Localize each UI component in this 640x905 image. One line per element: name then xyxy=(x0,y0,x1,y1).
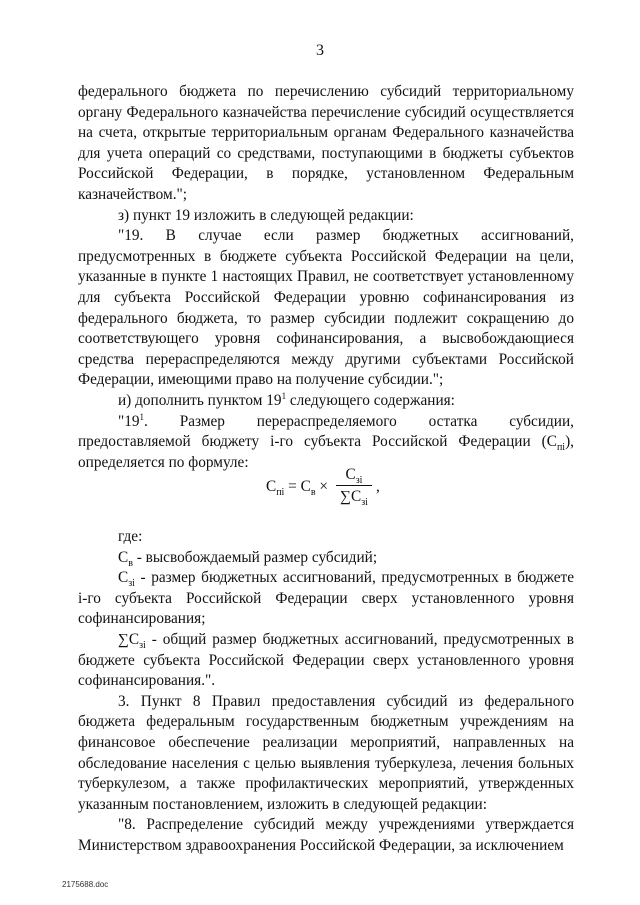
formula-fraction xyxy=(334,465,374,509)
footer-filename: 2175688.doc xyxy=(62,880,109,889)
paragraph-19-1-sup: 1 xyxy=(139,411,145,422)
paragraph-19-1-text: . Размер перераспределяемого остатка субсидии, предоставляемой бюджету i-го субъекта Российской Федерации (С xyxy=(78,412,574,451)
paragraph-z: з) пункт 19 изложить в следующей редакции: xyxy=(118,206,414,224)
formula-numerator: $С_{зi}$ xyxy=(345,466,363,487)
formula-comma: , xyxy=(376,478,380,495)
paragraph-i-sup: 1 xyxy=(281,390,287,401)
paragraph-3: 3. Пункт 8 Правил предоставления субсидий из федерального бюджета федеральным государственным бюджетным учреждениям на финансовое обеспечение реализации мероприятий, направленных на обследование населения с целью выявления туберкулеза, лечения больных туберкулезом, а также профилактических мероприятий, утвержденных указанным постановлением, изложить в следующей редакции: xyxy=(78,692,574,813)
page-number: 3 xyxy=(316,42,324,59)
formula-lhs: $С_{пi} = С_в$ × xyxy=(266,478,329,499)
paragraph-i xyxy=(78,391,574,412)
paragraph-19-1-end: ), определяется по формуле: xyxy=(78,433,574,471)
text-block-top xyxy=(78,82,574,473)
paragraph-8: "8. Распределение субсидий между учреждениями утверждается Министерством здравоохранения Российской Федерации, за исключением xyxy=(78,816,574,854)
paragraph-i-post: следующего содержания: xyxy=(286,391,455,409)
definition-czi: $С_{зi}$ - размер бюджетных ассигнований, предусмотренных в бюджете i-го субъекта Российской Федерации сверх установленного уровня софинансирования; xyxy=(78,569,574,628)
paragraph-i-pre: и) дополнить пунктом 19 xyxy=(118,391,282,409)
definition-cv: $С_в$ - высвобождаемый размер субсидий; xyxy=(118,548,378,569)
formula-denominator: $\sum С_{зi}$ xyxy=(340,488,368,509)
text-block-bottom xyxy=(78,527,574,857)
paragraph-continuation: федерального бюджета по перечислению субсидий территориальному органу Федерального казначейства перечисление субсидий осуществляется на счета, открытые территориальным органам Федерального казначейства для учета операций со средствами, поступающими в бюджеты субъектов Российской Федерации, в порядке, установленном Федеральным казначейством."; xyxy=(78,83,574,203)
paragraph-19-1 xyxy=(78,412,574,474)
formula xyxy=(266,465,396,515)
paragraph-19-1-sub: пi xyxy=(556,442,566,454)
definition-sum: $\sum С_{зi}$ - общий размер бюджетных ассигнований, предусмотренных в бюджете субъекта Российской Федерации сверх установленного уровня софинансирования.". xyxy=(78,630,574,690)
where-label: где: xyxy=(118,528,143,545)
paragraph-19-1-pre: "19 xyxy=(118,412,140,430)
paragraph-19: "19. В случае если размер бюджетных ассигнований, предусмотренных в бюджете субъекта Российской Федерации на цели, указанные в пункте 1 настоящих Правил, не соответствует установленному для субъекта Российской Федерации уровню софинансирования из федерального бюджета, то размер субсидии подлежит сокращению до соответствующего уровня софинансирования, а высвобождающиеся средства перераспределяются между другими субъектами Российской Федерации, имеющими право на получение субсидии."; xyxy=(78,227,574,389)
